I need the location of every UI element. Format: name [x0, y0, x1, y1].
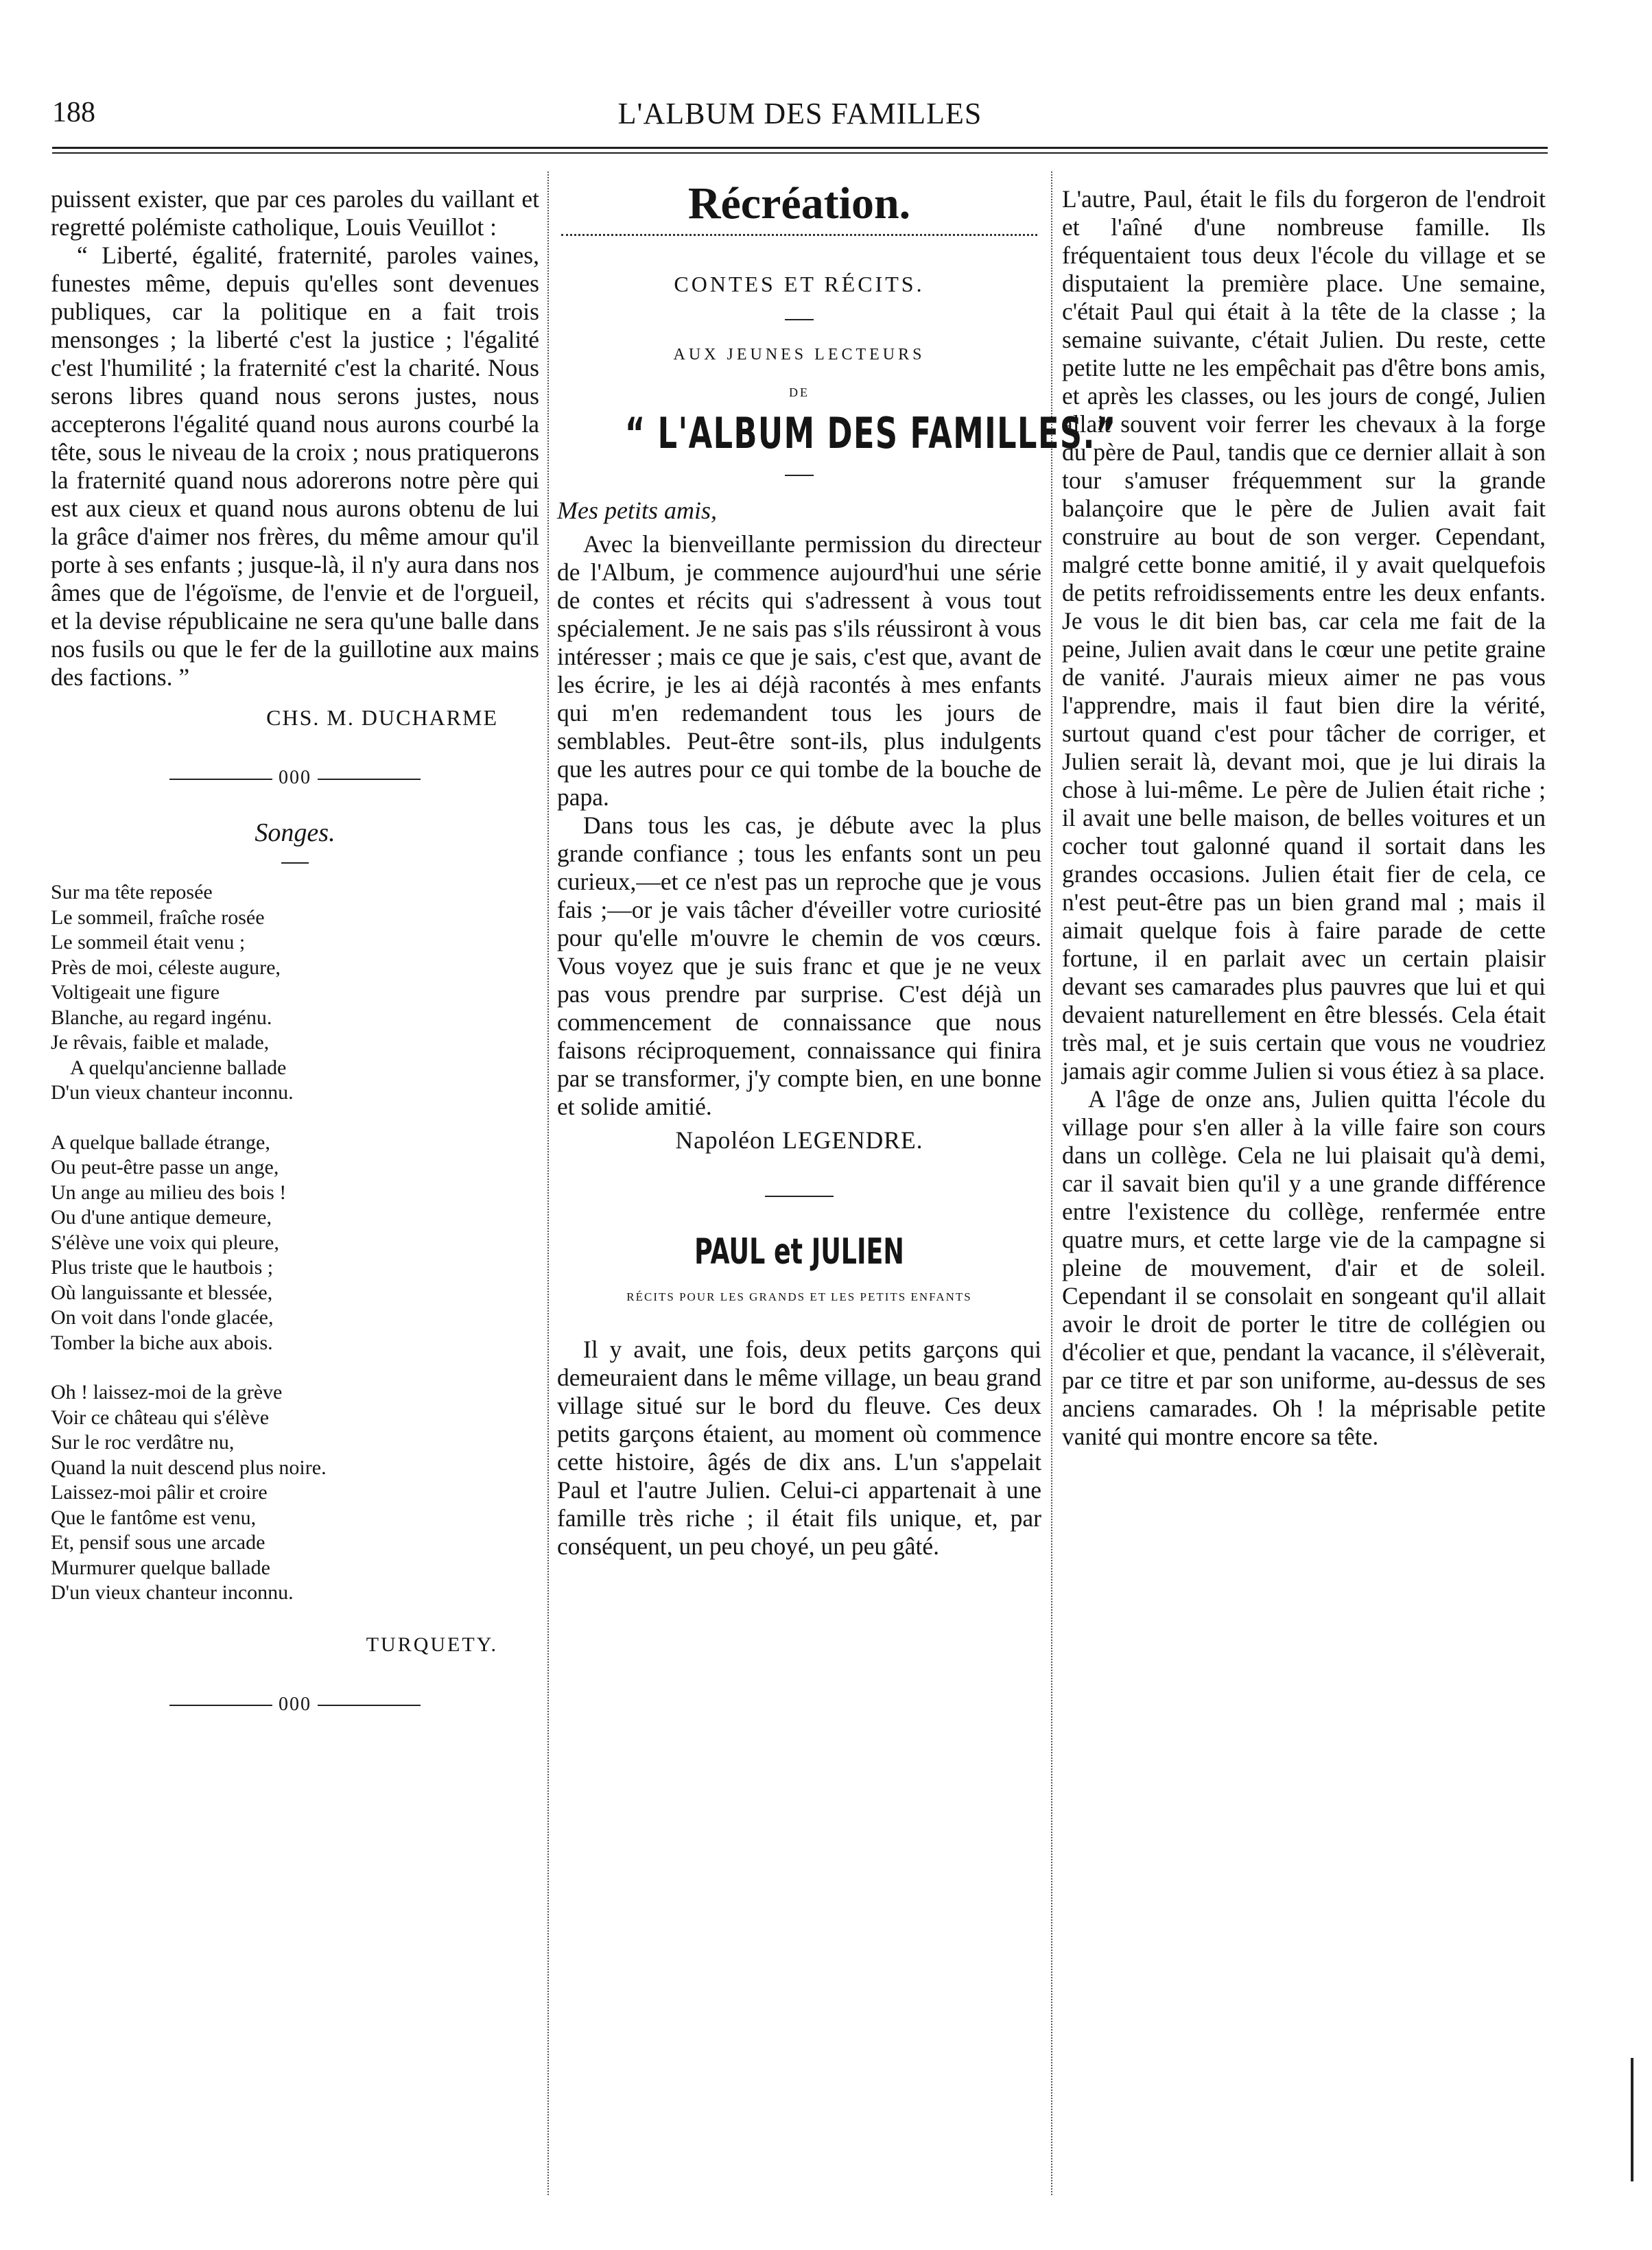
section-divider [765, 1196, 834, 1197]
verse-line: Plus triste que le hautbois ; [51, 1256, 274, 1279]
verse-line: Un ange au milieu des bois ! [51, 1181, 287, 1204]
paragraph: Dans tous les cas, je débute avec la plus grande confiance ; tous les enfants sont un peu curieux,—et ce n'est pas un reproche que je vous fais ;—or je vais tâcher d'éveiller votre curiosité pour qu'elle m'ouvre le chemin de vos cœurs. Vous voyez que je suis franc et que je ne veux pas vous prendre par surprise. C'est déjà un commencement de connaissance que nous faisons réciproquement, connaissance qui finira par se transformer, j'y compte bien, en une bonne et solide amitié. [557, 812, 1041, 1120]
ornament-text: 000 [279, 767, 311, 788]
verse-line: Où languissante et blessée, [51, 1281, 273, 1304]
poem [51, 880, 539, 1606]
verse-line: A quelque ballade étrange, [51, 1130, 270, 1154]
paragraph: L'autre, Paul, était le fils du forgeron de l'endroit et l'aîné d'une nombreuse famille. Ils fréquentaient tous deux l'école du village et se disputaient la première place. Une semaine, c'était Paul qui était à la tête de la classe ; la semaine suivante, c'était Julien. Du reste, cette petite lutte ne les empêchait pas d'être bons amis, et après les classes, ou les jours de congé, Julien allait souvent voir ferrer les chevaux à la forge du père de Paul, tandis que ce dernier allait à son tour s'amuser fréquemment sur la grande balançoire que le père de Julien avait fait construire au bout de son verger. Cependant, malgré cette bonne amitié, il y avait quelquefois de petits refroidissements entre les deux enfants. Je vous le dit bien bas, car cela me fait de la peine, Julien avait dans le cœur une petite graine de vanité. J'aurais mieux aimer ne pas vous l'apprendre, mais il faut bien dire la vérité, surtout quand c'est pour tâcher de corriger, et Julien serait là, devant moi, que je lui dirais la chose à lui-même. Le père de Julien était riche ; il avait une belle maison, de belles voitures et un cocher tout galonné quand il sortait dans les grandes occasions. Julien était fier de cela, ce n'est peut-être pas un bien grand mal ; mais il aimait quelque fois à faire parade de cette fortune, il en parlait avec un certain plaisir devant ses camarades plus pauvres que lui et qui devaient naturellement en être blessés. Cela était très mal, et je suis certain que vous ne voudriez jamais agir comme Julien si vous étiez à sa place. [1062, 185, 1546, 1085]
verse-line: Murmurer quelque ballade [51, 1556, 270, 1579]
margin-mark [1631, 2058, 1633, 2181]
verse-line: S'élève une voix qui pleure, [51, 1231, 279, 1254]
ornament-divider [51, 1690, 539, 1718]
story-paragraph: Il y avait, une fois, deux petits garçons qui demeuraient dans le même village, un beau grand village situé sur le bord du fleuve. Ces deux petits garçons étaient, au moment où commence cette histoire, âgés de dix ans. L'un s'appelait Paul et l'autre Julien. Celui-ci appartenait à une famille très riche ; il était fils unique, et, par conséquent, un peu choyé, un peu gâté. [557, 1336, 1041, 1560]
paragraph: puissent exister, que par ces paroles du vaillant et regretté polémiste catholique, Louis Veuillot : [51, 185, 539, 241]
paragraph: A l'âge de onze ans, Julien quitta l'école du village pour s'en aller à la ville faire son cours dans un collège. Cela ne lui plaisait qu'à demi, car il savait bien qu'il y a une grande différence entre l'existence du collège, renfermée entre quatre murs, et cette large vie de la campagne si pleine de mouvement, d'air et de soleil. Cependant il se consolait en songeant qu'il allait avoir le droit de porter le titre de collégien ou d'écolier et que, pendant la vacance, il s'élèverait, par ce titre et par son uniforme, au-dessus de ses anciens camarades. Oh ! la méprisable petite vanité qui montre encore sa tête. [1062, 1085, 1546, 1450]
verse-line: Voltigeait une figure [51, 981, 220, 1004]
verse-line: Près de moi, céleste augure, [51, 956, 281, 979]
verse-line: Que le fantôme est venu, [51, 1506, 257, 1529]
verse-line: Quand la nuit descend plus noire. [51, 1456, 327, 1479]
verse-line: Oh ! laissez-moi de la grève [51, 1381, 283, 1404]
header-rule-thin [52, 152, 1548, 154]
verse-line: Et, pensif sous une arcade [51, 1531, 266, 1554]
verse-line: Le sommeil, fraîche rosée [51, 905, 265, 929]
running-title: L'ALBUM DES FAMILLES [617, 97, 982, 130]
dedication-de: DE [789, 386, 810, 399]
column-divider [1051, 171, 1052, 2195]
display-title: “ L'ALBUM DES FAMILLES.” [624, 408, 1117, 458]
verse-line: On voit dans l'onde glacée, [51, 1306, 274, 1329]
column-divider [547, 171, 549, 2195]
verse-line: Laissez-moi pâlir et croire [51, 1481, 268, 1504]
ornament-line [169, 779, 272, 780]
salutation: Mes petits amis, [557, 497, 717, 524]
ornament-line [318, 1705, 421, 1706]
kicker-dash [785, 319, 814, 320]
verse-line: D'un vieux chanteur inconnu. [51, 1581, 294, 1604]
paragraph: Avec la bienveillante permission du directeur de l'Album, je commence aujourd'hui une série de contes et récits qui s'adressent à vous tout spécialement. Je ne sais pas s'ils réussiront à vous intéresser ; mais ce que je sais, c'est que, avant de les écrire, je les ai déjà racontés à mes enfants qui m'en redemandent tous les jours de semblables. Peut-être sont-ils, plus indulgents que les autres pour ce qui tombe de la bouche de papa. [557, 530, 1041, 811]
verse-line: Voir ce château qui s'élève [51, 1406, 270, 1429]
ornament-line [318, 779, 421, 780]
ornament-text: 000 [279, 1693, 311, 1715]
poem-title: Songes. [255, 818, 335, 847]
verse-line: Le sommeil était venu ; [51, 931, 246, 954]
poem-stanza [51, 1130, 539, 1356]
section-title: Récréation. [687, 178, 911, 228]
quote-paragraph: “ Liberté, égalité, fraternité, paroles vaines, funestes même, depuis qu'elles sont devenues publiques, car la politique en a fait trois mensonges ; la liberté c'est la justice ; l'égalité c'est l'humilité ; la fraternité c'est la charité. Nous serons libres quand nous serons justes, nous accepterons l'égalité quand nous aurons courbé la tête, sous le niveau de la croix ; nous pratiquerons la fraternité quand nous adorerons notre père qui est aux cieux et quand nous aurons obtenu de lui la grâce d'aimer nos frères, du même amour qu'il porte à ses enfants ; jusque-là, il n'y aura dans nos âmes que de l'égoïsme, de l'envie et de l'orgueil, et la devise républicaine ne sera qu'une balle dans nos fusils ou que le fer de la guillotine aux mains des factions. ” [51, 241, 539, 691]
header-rule [52, 147, 1548, 149]
running-header [52, 96, 1548, 137]
poem-title-dash [281, 862, 309, 864]
verse-line: Tomber la biche aux abois. [51, 1331, 273, 1354]
ornament-line [169, 1705, 272, 1706]
verse-line: D'un vieux chanteur inconnu. [51, 1081, 294, 1104]
signature: CHS. M. DUCHARME [266, 705, 498, 730]
column-middle [557, 178, 1117, 1561]
ornament-divider [51, 763, 539, 792]
poem-stanza [51, 1380, 539, 1606]
verse-line: Blanche, au regard ingénu. [51, 1006, 272, 1029]
page-number: 188 [52, 97, 95, 128]
verse-line: Ou peut-être passe un ange, [51, 1156, 279, 1179]
verse-line: Sur le roc verdâtre nu, [51, 1431, 235, 1454]
verse-line: A quelqu'ancienne ballade [70, 1056, 287, 1079]
poem-stanza [51, 880, 539, 1106]
section-kicker: CONTES ET RÉCITS. [674, 272, 925, 296]
column-left [51, 185, 539, 1746]
signature: Napoléon LEGENDRE. [675, 1126, 923, 1154]
verse-line: Sur ma tête reposée [51, 881, 213, 903]
story-title: PAUL et JULIEN [694, 1231, 904, 1272]
story-subtitle: RÉCITS POUR LES GRANDS ET LES PETITS ENFANTS [626, 1290, 972, 1303]
verse-line: Ou d'une antique demeure, [51, 1206, 272, 1229]
dotted-rule [561, 234, 1037, 236]
poem-signature: TURQUETY. [366, 1633, 498, 1656]
verse-line: Je rêvais, faible et malade, [51, 1031, 270, 1054]
dedication-line: AUX JEUNES LECTEURS [673, 346, 925, 364]
display-dash [785, 475, 814, 476]
column-right [1062, 185, 1546, 1451]
